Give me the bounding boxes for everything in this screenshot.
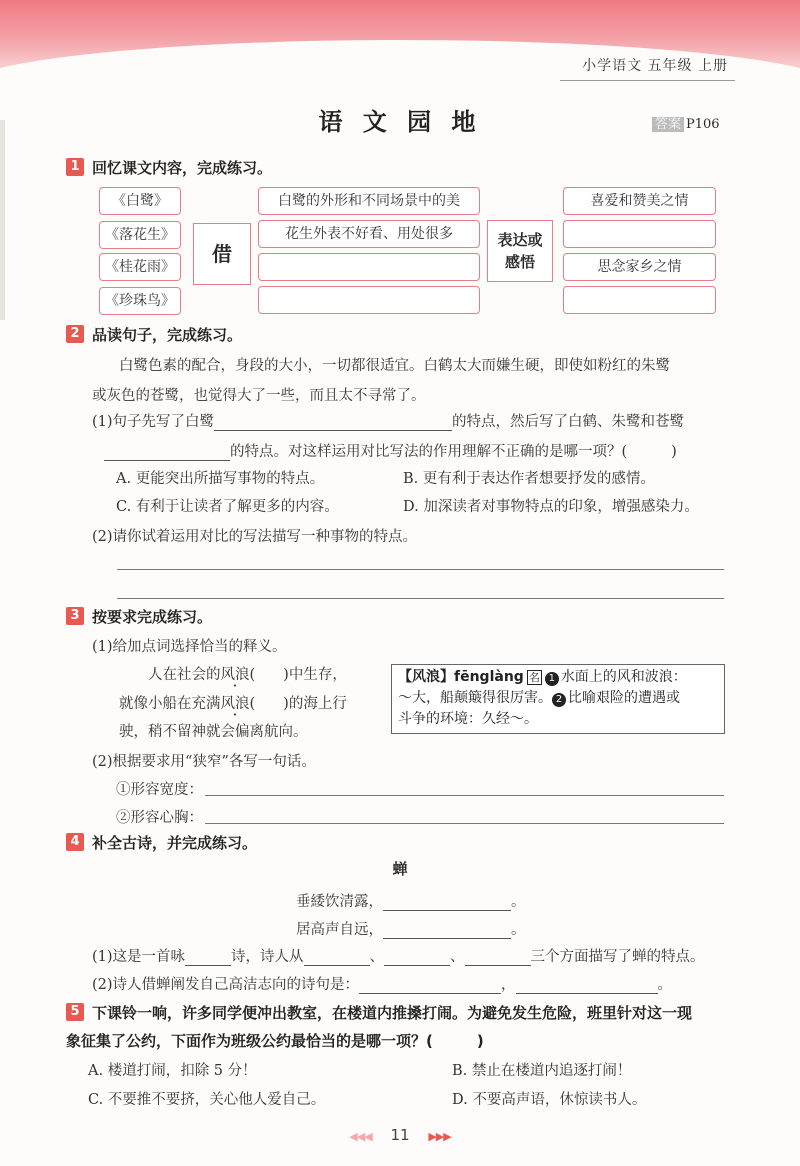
binding-edge — [0, 120, 5, 320]
q2-blank-1[interactable] — [214, 413, 452, 431]
dict-pos: 名 — [528, 671, 540, 684]
dict-def-1: 水面上的风和波浪： — [560, 669, 687, 685]
question-title-5-line2 — [66, 1030, 484, 1051]
q2-sub1-a: (1)句子先写了白鹭 — [92, 414, 215, 430]
q4-blank-verse-1[interactable] — [359, 976, 501, 994]
q4-sub2-end: 。 — [657, 977, 673, 993]
q5-title-2-text: 象征集了公约，下面作为班级公约最恰当的是哪一项？( — [66, 1032, 433, 1050]
poem-blank-2[interactable] — [383, 921, 511, 939]
passage-line-1: 白鹭色素的配合，身段的大小，一切都很适宜。白鹤太大而嫌生硬，即使如粉红的朱鹭 — [119, 358, 670, 374]
q2-option-a: A. 更能突出所描写事物的特点。 — [116, 471, 325, 487]
express-line-1: 表达或 — [497, 231, 543, 249]
q2-sub1-line2 — [104, 440, 677, 461]
dict-pinyin: fēnglàng — [454, 669, 524, 685]
arrow-left-icon: ◀◀◀ — [349, 1130, 372, 1143]
grade-label: 小学语文 五年级 上册 — [582, 58, 728, 74]
dict-num-1: 1 — [545, 672, 559, 686]
question-number-1: 1 — [66, 158, 84, 176]
dict-example-1: ～大，船颠簸得很厉害。 — [398, 690, 552, 706]
poem-period-1: 。 — [511, 894, 526, 910]
q3-sub1: (1)给加点词选择恰当的释义。 — [92, 639, 287, 655]
dict-line-2 — [398, 688, 718, 709]
q3-paren-open-2: ( — [249, 696, 256, 712]
question-title-1: 回忆课文内容，完成练习。 — [92, 159, 273, 177]
answer-reference — [652, 113, 720, 132]
book-box-4: 《珍珠鸟》 — [99, 287, 181, 315]
book-box-1: 《白鹭》 — [99, 187, 181, 215]
q5-option-a: A. 楼道打闹，扣除 5 分！ — [88, 1063, 257, 1079]
q2-sub2: (2)请你试着运用对比的写法描写一种事物的特点。 — [92, 529, 418, 545]
q2-sub1-close: ) — [671, 444, 677, 460]
q2-sub1-line1 — [92, 410, 684, 431]
page-number: 11 — [390, 1126, 410, 1144]
feeling-box-1: 喜爱和赞美之情 — [563, 187, 716, 215]
q5-option-c: C. 不要推不要挤，关心他人爱自己。 — [88, 1092, 326, 1108]
passage-line-2: 或灰色的苍鹭，也觉得大了一些，而且太不寻常了。 — [92, 388, 426, 404]
dictionary-entry — [391, 664, 725, 734]
q3-paren-open-1: ( — [249, 667, 256, 683]
q3-sentence-line1 — [148, 663, 347, 684]
page-title: 语 文 园 地 — [318, 108, 482, 136]
q3-width-line[interactable] — [205, 795, 724, 796]
q5-option-b: B. 禁止在楼道内追逐打闹！ — [452, 1063, 632, 1079]
question-title-2: 品读句子，完成练习。 — [92, 326, 243, 344]
q2-sub1-c: 的特点。对这样运用对比写法的作用理解不正确的是哪一项？( — [230, 444, 628, 460]
poem-blank-1[interactable] — [383, 893, 511, 911]
express-box — [487, 220, 553, 282]
page-footer — [0, 1126, 800, 1144]
header-rule — [560, 80, 735, 81]
question-number-3: 3 — [66, 607, 84, 625]
poem-line-1-text: 垂緌饮清露， — [296, 894, 383, 910]
question-title-3: 按要求完成练习。 — [92, 608, 213, 626]
feeling-box-3: 思念家乡之情 — [563, 253, 716, 281]
q4-sub2-text: (2)诗人借蝉阐发自己高洁志向的诗句是： — [92, 977, 360, 993]
q3-text-2c: )的海上行 — [283, 696, 347, 712]
thing-box-3[interactable] — [258, 253, 480, 281]
q4-blank-aspect-2[interactable] — [384, 948, 450, 966]
q2-option-b: B. 更有利于表达作者想要抒发的感情。 — [403, 471, 655, 487]
feeling-box-2[interactable] — [563, 220, 716, 248]
q4-sub2 — [92, 973, 672, 994]
dict-def-2: 比喻艰险的遭遇或 — [568, 690, 680, 706]
answer-tag: 答案 — [652, 117, 684, 132]
question-number-5: 5 — [66, 1003, 84, 1021]
q4-blank-aspect-3[interactable] — [465, 948, 531, 966]
poem-line-1 — [296, 890, 526, 911]
q3-sub2-b: ②形容心胸： — [116, 810, 203, 826]
q2-option-d: D. 加深读者对事物特点的印象，增强感染力。 — [403, 499, 699, 515]
q3-sub2: (2)根据要求用“狭窄”各写一句话。 — [92, 754, 316, 770]
q4-sub1-c: 三个方面描写了蝉的特点。 — [530, 949, 705, 965]
book-box-2: 《落花生》 — [99, 221, 181, 249]
question-title-4: 补全古诗，并完成练习。 — [92, 834, 258, 852]
arrow-right-icon: ▶▶▶ — [428, 1130, 451, 1143]
thing-box-2: 花生外表不好看、用处很多 — [258, 220, 480, 248]
q2-writing-line-1[interactable] — [117, 569, 724, 570]
question-number-2: 2 — [66, 325, 84, 343]
feeling-box-4[interactable] — [563, 286, 716, 314]
book-box-3: 《桂花雨》 — [99, 253, 181, 281]
thing-box-4[interactable] — [258, 286, 480, 314]
q3-sub2-a: ①形容宽度： — [116, 782, 203, 798]
poem-line-2-text: 居高声自远， — [296, 922, 383, 938]
q3-sentence-line2 — [119, 692, 347, 713]
question-title-5-line1: 下课铃一响，许多同学便冲出教室，在楼道内推搡打闹。为避免发生危险，班里针对这一现 — [92, 1004, 693, 1022]
poem-period-2: 。 — [511, 922, 526, 938]
answer-page: P106 — [686, 117, 720, 132]
thing-box-1: 白鹭的外形和不同场景中的美 — [258, 187, 480, 215]
poem-line-2 — [296, 918, 526, 939]
q2-option-c: C. 有利于让读者了解更多的内容。 — [116, 499, 339, 515]
q4-blank-type[interactable] — [185, 948, 231, 966]
q3-word-2: 风浪 — [220, 696, 250, 712]
q4-sub2-sep: ， — [501, 977, 516, 993]
q5-title-close: ) — [476, 1032, 484, 1050]
express-line-2: 感悟 — [504, 253, 535, 271]
q4-blank-verse-2[interactable] — [516, 976, 658, 994]
q3-text-1c: )中生存， — [283, 667, 347, 683]
q3-text-1a: 人在社会的 — [148, 667, 221, 683]
jie-box: 借 — [193, 223, 251, 285]
q3-mind-line[interactable] — [205, 823, 724, 824]
q2-sub1-b: 的特点，然后写了白鹤、朱鹭和苍鹭 — [452, 414, 685, 430]
q3-text-2a: 就像小船在充满 — [119, 696, 221, 712]
q5-option-d: D. 不要高声语，休惊读书人。 — [452, 1092, 647, 1108]
q3-sentence-line3: 驶，稍不留神就会偏离航向。 — [119, 724, 308, 740]
question-number-4: 4 — [66, 833, 84, 851]
dict-line-1 — [398, 667, 718, 688]
q4-sep-1: 、 — [369, 949, 385, 965]
q4-sub1 — [92, 945, 705, 966]
q4-sub1-a: (1)这是一首咏 — [92, 949, 186, 965]
q2-writing-line-2[interactable] — [117, 598, 724, 599]
dict-num-2: 2 — [552, 693, 566, 707]
dict-line-3: 斗争的环境：久经～。 — [398, 711, 538, 727]
q4-sep-2: 、 — [450, 949, 465, 965]
q2-blank-2[interactable] — [104, 443, 230, 461]
poem-title: 蝉 — [392, 860, 408, 878]
dict-headword: 【风浪】 — [398, 669, 454, 685]
q3-word-1: 风浪 — [220, 667, 250, 683]
q4-sub1-b: 诗，诗人从 — [231, 949, 304, 965]
q4-blank-aspect-1[interactable] — [304, 948, 370, 966]
